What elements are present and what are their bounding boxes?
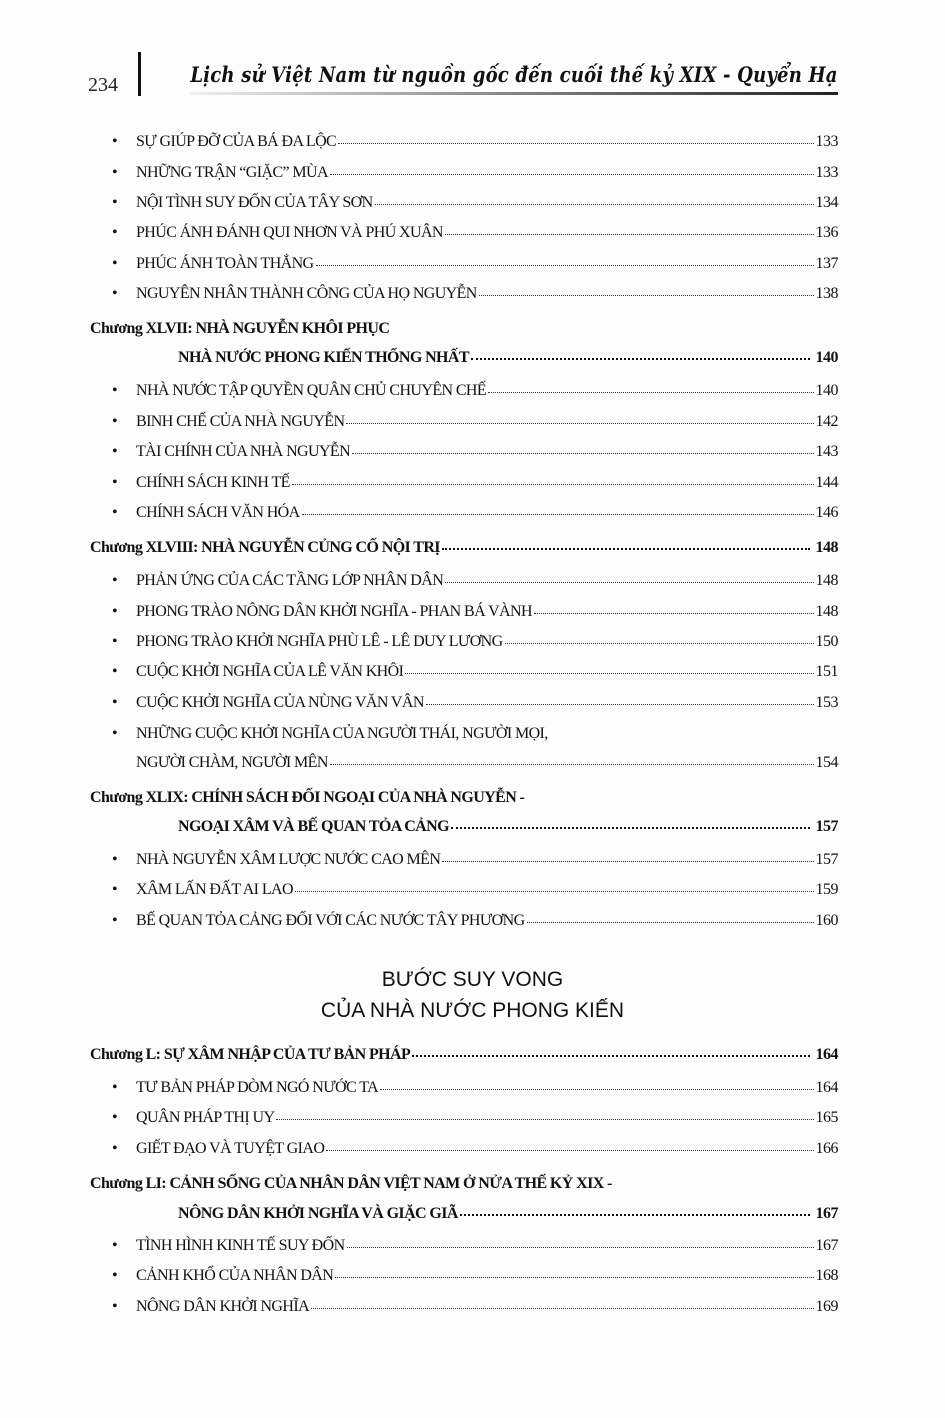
chapter-page: 164 bbox=[815, 1046, 838, 1063]
dot-leader bbox=[479, 289, 814, 296]
bullet-icon: • bbox=[112, 851, 118, 868]
toc-item[interactable] bbox=[112, 1267, 838, 1285]
toc-item-title: BINH CHẾ CỦA NHÀ NGUYỄN bbox=[136, 413, 345, 430]
toc-item-page: 142 bbox=[815, 413, 838, 430]
bullet-icon: • bbox=[112, 382, 118, 399]
toc-item-page: 137 bbox=[815, 255, 838, 272]
toc-item-page: 134 bbox=[815, 194, 838, 211]
bullet-icon: • bbox=[112, 1109, 118, 1126]
chapter-heading-continued[interactable] bbox=[178, 818, 838, 836]
toc-item-page: 164 bbox=[815, 1079, 838, 1096]
toc-item-title: TÀI CHÍNH CỦA NHÀ NGUYỄN bbox=[136, 443, 351, 460]
chapter-heading[interactable] bbox=[90, 1175, 838, 1193]
toc-item-page: 146 bbox=[815, 504, 838, 521]
toc-item-page: 154 bbox=[815, 754, 838, 771]
toc-item-title: NHỮNG CUỘC KHỞI NGHĨA CỦA NGƯỜI THÁI, NGƯỜI MỌI, bbox=[136, 725, 548, 742]
dot-leader bbox=[505, 637, 814, 644]
running-header-title: Lịch sử Việt Nam từ nguồn gốc đến cuối thế kỷ XIX - Quyển Hạ bbox=[190, 62, 838, 87]
toc-item-title: NHỮNG TRẬN “GIẶC” MÙA bbox=[136, 164, 328, 181]
chapter-title-line2: NHÀ NƯỚC PHONG KIẾN THỐNG NHẤT bbox=[178, 349, 469, 366]
bullet-icon: • bbox=[112, 725, 118, 742]
toc-item-title: NGUYÊN NHÂN THÀNH CÔNG CỦA HỌ NGUYỄN bbox=[136, 285, 477, 302]
dot-leader bbox=[311, 1302, 813, 1309]
toc-item-title: NỘI TÌNH SUY ĐỐN CỦA TÂY SƠN bbox=[136, 194, 373, 211]
toc-item-page: 165 bbox=[815, 1109, 838, 1126]
section-heading-line2: CỦA NHÀ NƯỚC PHONG KIẾN bbox=[320, 999, 625, 1022]
toc-item-page: 148 bbox=[815, 603, 838, 620]
dot-leader bbox=[295, 885, 814, 892]
dot-leader bbox=[326, 1144, 813, 1151]
toc-item-page: 150 bbox=[815, 633, 838, 650]
toc-item[interactable] bbox=[112, 1140, 838, 1158]
bullet-icon: • bbox=[112, 1298, 118, 1315]
toc-item-title: PHÚC ÁNH TOÀN THẮNG bbox=[136, 255, 314, 272]
toc-item-title: SỰ GIÚP ĐỠ CỦA BÁ ĐA LỘC bbox=[136, 133, 337, 150]
toc-item[interactable] bbox=[112, 285, 838, 303]
toc-item[interactable] bbox=[112, 603, 838, 621]
chapter-page: 148 bbox=[815, 539, 838, 556]
chapter-heading[interactable] bbox=[90, 1046, 838, 1064]
toc-item-title: CHÍNH SÁCH KINH TẾ bbox=[136, 474, 290, 491]
dot-leader bbox=[352, 447, 813, 454]
bullet-icon: • bbox=[112, 633, 118, 650]
dot-leader bbox=[451, 821, 810, 829]
bullet-icon: • bbox=[112, 572, 118, 589]
dot-leader bbox=[276, 1113, 813, 1120]
toc-item[interactable] bbox=[112, 1079, 838, 1097]
toc-item-title: PHONG TRÀO KHỞI NGHĨA PHÙ LÊ - LÊ DUY LƯƠNG bbox=[136, 633, 503, 650]
chapter-heading[interactable] bbox=[90, 320, 838, 338]
toc-item-page: 168 bbox=[815, 1267, 838, 1284]
toc-item-title: CHÍNH SÁCH VĂN HÓA bbox=[136, 504, 300, 521]
toc-item[interactable] bbox=[112, 224, 838, 242]
dot-leader bbox=[330, 758, 814, 765]
header-rule bbox=[190, 92, 838, 95]
toc-item-title: XÂM LẤN ĐẤT AI LAO bbox=[136, 881, 293, 898]
dot-leader bbox=[527, 916, 814, 923]
dot-leader bbox=[460, 1208, 810, 1216]
toc-item-title: NHÀ NGUYỄN XÂM LƯỢC NƯỚC CAO MÊN bbox=[136, 851, 441, 868]
toc-item[interactable] bbox=[112, 255, 838, 273]
toc-item[interactable] bbox=[112, 851, 838, 869]
toc-item[interactable] bbox=[112, 1298, 838, 1316]
toc-item[interactable] bbox=[112, 881, 838, 899]
dot-leader bbox=[534, 607, 814, 614]
toc-item-title: GIẾT ĐẠO VÀ TUYỆT GIAO bbox=[136, 1140, 325, 1157]
bullet-icon: • bbox=[112, 255, 118, 272]
toc-item-page: 133 bbox=[815, 164, 838, 181]
dot-leader bbox=[330, 168, 814, 175]
toc-item-page: 138 bbox=[815, 285, 838, 302]
bullet-icon: • bbox=[112, 694, 118, 711]
dot-leader bbox=[375, 198, 814, 205]
chapter-title-line2: NGOẠI XÂM VÀ BẾ QUAN TỎA CẢNG bbox=[178, 818, 449, 835]
bullet-icon: • bbox=[112, 194, 118, 211]
dot-leader bbox=[347, 1241, 814, 1248]
toc-item-page: 148 bbox=[815, 572, 838, 589]
toc-item-page: 160 bbox=[815, 912, 838, 929]
bullet-icon: • bbox=[112, 1267, 118, 1284]
toc-item[interactable] bbox=[112, 725, 838, 743]
dot-leader bbox=[380, 1083, 813, 1090]
toc-item[interactable] bbox=[112, 133, 838, 151]
chapter-page: 157 bbox=[815, 818, 838, 835]
dot-leader bbox=[445, 576, 813, 583]
toc-item-title: BẾ QUAN TỎA CẢNG ĐỐI VỚI CÁC NƯỚC TÂY PHƯƠNG bbox=[136, 912, 525, 929]
bullet-icon: • bbox=[112, 285, 118, 302]
chapter-heading[interactable] bbox=[90, 539, 838, 557]
chapter-title: Chương XLVII: NHÀ NGUYỄN KHÔI PHỤC bbox=[90, 320, 390, 337]
bullet-icon: • bbox=[112, 504, 118, 521]
toc-item-title: QUÂN PHÁP THỊ UY bbox=[136, 1109, 275, 1126]
page-number: 234 bbox=[88, 74, 118, 96]
toc-item-page: 169 bbox=[815, 1298, 838, 1315]
toc-item-page: 166 bbox=[815, 1140, 838, 1157]
chapter-title: Chương L: SỰ XÂM NHẬP CỦA TƯ BẢN PHÁP bbox=[90, 1046, 411, 1063]
dot-leader bbox=[442, 855, 813, 862]
chapter-heading-continued[interactable] bbox=[178, 1205, 838, 1223]
dot-leader bbox=[442, 542, 810, 550]
toc-item-page: 159 bbox=[815, 881, 838, 898]
bullet-icon: • bbox=[112, 663, 118, 680]
section-heading-line1: BƯỚC SUY VONG bbox=[381, 968, 564, 991]
toc-item[interactable] bbox=[112, 504, 838, 522]
toc-item-title: NHÀ NƯỚC TẬP QUYỀN QUÂN CHỦ CHUYÊN CHẾ bbox=[136, 382, 487, 399]
toc-item[interactable] bbox=[112, 633, 838, 651]
chapter-heading[interactable] bbox=[90, 789, 838, 807]
chapter-heading-continued[interactable] bbox=[178, 349, 838, 367]
toc-item[interactable] bbox=[112, 1237, 838, 1255]
toc-item-title-line2: NGƯỜI CHÀM, NGƯỜI MÊN bbox=[136, 754, 328, 771]
toc-item-page: 157 bbox=[815, 851, 838, 868]
toc-item[interactable] bbox=[112, 912, 838, 930]
dot-leader bbox=[316, 259, 814, 266]
chapter-title-line2: NÔNG DÂN KHỞI NGHĨA VÀ GIẶC GIÃ bbox=[178, 1205, 458, 1222]
bullet-icon: • bbox=[112, 1237, 118, 1254]
chapter-title: Chương LI: CẢNH SỐNG CỦA NHÂN DÂN VIỆT NAM Ở NỬA THẾ KỶ XIX - bbox=[90, 1175, 612, 1192]
dot-leader bbox=[302, 508, 814, 515]
dot-leader bbox=[405, 667, 813, 674]
toc-item-page: 143 bbox=[815, 443, 838, 460]
toc-item-page: 167 bbox=[815, 1237, 838, 1254]
chapter-title: Chương XLIX: CHÍNH SÁCH ĐỐI NGOẠI CỦA NHÀ NGUYỄN - bbox=[90, 789, 525, 806]
bullet-icon: • bbox=[112, 164, 118, 181]
dot-leader bbox=[335, 1271, 813, 1278]
toc-item-title: TÌNH HÌNH KINH TẾ SUY ĐỐN bbox=[136, 1237, 345, 1254]
toc-item-page: 144 bbox=[815, 474, 838, 491]
toc-item[interactable] bbox=[112, 1109, 838, 1127]
toc-item-page: 140 bbox=[815, 382, 838, 399]
toc-item[interactable] bbox=[112, 663, 838, 681]
toc-item[interactable] bbox=[112, 443, 838, 461]
toc-item[interactable] bbox=[112, 413, 838, 431]
toc-item-title: PHÚC ÁNH ĐÁNH QUI NHƠN VÀ PHÚ XUÂN bbox=[136, 224, 443, 241]
toc-item[interactable] bbox=[112, 164, 838, 182]
header-divider bbox=[138, 52, 141, 96]
bullet-icon: • bbox=[112, 881, 118, 898]
bullet-icon: • bbox=[112, 413, 118, 430]
dot-leader bbox=[338, 137, 813, 144]
toc-item[interactable] bbox=[112, 194, 838, 212]
toc-item-title: TƯ BẢN PHÁP DÒM NGÓ NƯỚC TA bbox=[136, 1079, 379, 1096]
toc-item-page: 136 bbox=[815, 224, 838, 241]
chapter-page: 167 bbox=[815, 1205, 838, 1222]
bullet-icon: • bbox=[112, 912, 118, 929]
toc-item-title: CUỘC KHỞI NGHĨA CỦA LÊ VĂN KHÔI bbox=[136, 663, 404, 680]
bullet-icon: • bbox=[112, 603, 118, 620]
dot-leader bbox=[471, 352, 810, 360]
toc-item-title: PHẢN ỨNG CỦA CÁC TẦNG LỚP NHÂN DÂN bbox=[136, 572, 444, 589]
chapter-title: Chương XLVIII: NHÀ NGUYỄN CỦNG CỐ NỘI TRỊ bbox=[90, 539, 440, 556]
bullet-icon: • bbox=[112, 1079, 118, 1096]
dot-leader bbox=[445, 228, 814, 235]
toc-item-title: CẢNH KHỔ CỦA NHÂN DÂN bbox=[136, 1267, 334, 1284]
dot-leader bbox=[488, 386, 813, 393]
toc-item-title: CUỘC KHỞI NGHĨA CỦA NÙNG VĂN VÂN bbox=[136, 694, 424, 711]
dot-leader bbox=[346, 417, 813, 424]
toc-item[interactable] bbox=[112, 474, 838, 492]
toc-item-continued[interactable] bbox=[136, 754, 838, 772]
dot-leader bbox=[426, 698, 814, 705]
bullet-icon: • bbox=[112, 443, 118, 460]
toc-item-page: 133 bbox=[815, 133, 838, 150]
toc-item[interactable] bbox=[112, 572, 838, 590]
toc-item-page: 153 bbox=[815, 694, 838, 711]
bullet-icon: • bbox=[112, 474, 118, 491]
bullet-icon: • bbox=[112, 133, 118, 150]
toc-item[interactable] bbox=[112, 382, 838, 400]
toc-item-title: NÔNG DÂN KHỞI NGHĨA bbox=[136, 1298, 310, 1315]
dot-leader bbox=[412, 1049, 809, 1057]
toc-item-page: 151 bbox=[815, 663, 838, 680]
toc-item[interactable] bbox=[112, 694, 838, 712]
bullet-icon: • bbox=[112, 224, 118, 241]
chapter-page: 140 bbox=[815, 349, 838, 366]
toc-item-title: PHONG TRÀO NÔNG DÂN KHỞI NGHĨA - PHAN BÁ VÀNH bbox=[136, 603, 532, 620]
bullet-icon: • bbox=[112, 1140, 118, 1157]
dot-leader bbox=[292, 478, 814, 485]
